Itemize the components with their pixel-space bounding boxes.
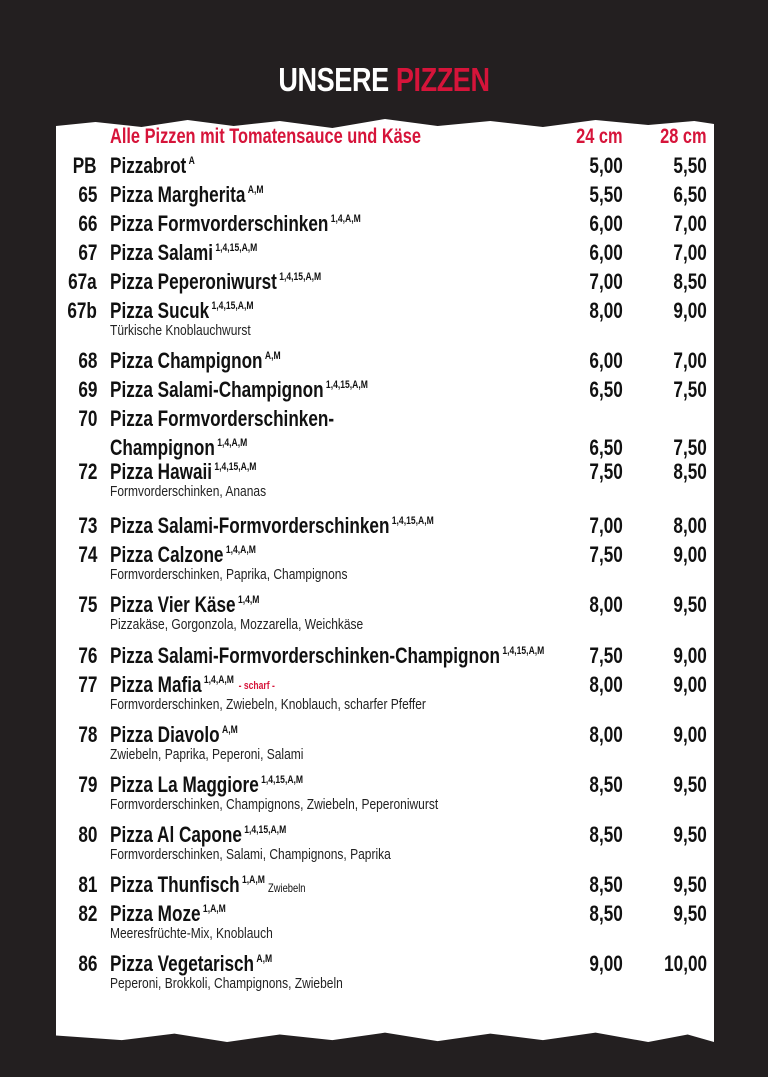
inline-note: Zwiebeln [268,881,306,895]
price-24cm: 8,50 [589,901,623,926]
item-description: Formvorderschinken, Salami, Champignons, Paprika [110,846,391,863]
price-28cm: 7,00 [673,240,707,265]
price-28cm: 9,50 [673,592,707,617]
item-number: 67 [77,240,97,265]
item-name: Pizza Sucuk $^{1,4,15,A,M}$ [110,298,254,323]
price-24cm: 7,00 [589,269,623,294]
item-name: Pizza Formvorderschinken $^{1,4,A,M}$ [110,211,361,236]
item-description: Formvorderschinken, Paprika, Champignons [110,566,348,583]
item-description: Formvorderschinken, Zwiebeln, Knoblauch, scharfer Pfeffer [110,696,426,713]
price-28cm: 7,00 [673,211,707,236]
price-28cm: 5,50 [673,153,707,178]
allergen-codes: 1,4,15,A,M [279,271,322,283]
item-number: 74 [77,542,97,567]
menu-item-row [0,267,768,297]
item-description: Meeresfrüchte-Mix, Knoblauch [110,925,273,942]
price-28cm: 8,50 [673,269,707,294]
price-24cm: 8,00 [589,672,623,697]
menu-item-row [0,238,768,268]
item-description: Zwiebeln, Paprika, Peperoni, Salami [110,746,304,763]
item-number: 82 [77,901,97,926]
allergen-codes: 1,4,15,A,M [211,300,254,312]
price-28cm: 8,50 [673,459,707,484]
price-28cm: 7,00 [673,348,707,373]
allergen-codes: 1,4,15,A,M [391,515,434,527]
price-24cm: 5,00 [589,153,623,178]
menu-item-row [0,511,768,541]
allergen-codes: 1,A,M [242,874,265,886]
item-name: Pizza Salami-Champignon $^{1,4,15,A,M}$ [110,377,368,402]
menu-item-row [0,641,768,671]
item-number: 81 [77,872,97,897]
item-name: Pizza Moze $^{1,A,M}$ [110,901,226,926]
allergen-codes: 1,4,15,A,M [214,461,257,473]
item-name-continued: Champignon $^{1,4,A,M}$ [110,435,248,460]
price-28cm: 7,50 [673,435,707,460]
item-number: 79 [77,772,97,797]
item-number: 80 [77,822,97,847]
price-28cm: 9,00 [673,542,707,567]
item-name: Pizza Mafia $^{1,4,A,M}$ - scharf - [110,672,275,697]
allergen-codes: A,M [256,953,273,965]
price-28cm: 10,00 [664,951,707,976]
item-name: Pizza Formvorderschinken- [110,406,335,431]
price-24cm: 8,50 [589,872,623,897]
title-part2: PIZZEN [395,61,490,98]
price-24cm: 8,50 [589,772,623,797]
item-number: 73 [77,513,97,538]
item-number: 72 [77,459,97,484]
item-name: Pizza Vier Käse $^{1,4,M}$ [110,592,260,617]
header-size-24: 24 cm [576,125,623,148]
item-name: Pizzabrot $^A$ [110,153,195,178]
item-description: Formvorderschinken, Ananas [110,483,267,500]
allergen-codes: 1,4,A,M [225,544,256,556]
item-number: 67a [68,269,97,294]
allergen-codes: 1,4,15,A,M [325,379,368,391]
price-28cm: 9,50 [673,872,707,897]
item-number: 77 [77,672,97,697]
item-number: 76 [77,643,97,668]
price-24cm: 6,50 [589,377,623,402]
price-24cm: 6,00 [589,348,623,373]
allergen-codes: 1,4,A,M [330,213,361,225]
item-name: Pizza Champignon $^{A,M}$ [110,348,281,373]
price-24cm: 8,00 [589,298,623,323]
price-28cm: 7,50 [673,377,707,402]
price-28cm: 9,00 [673,672,707,697]
price-28cm: 8,00 [673,513,707,538]
price-24cm: 6,50 [589,435,623,460]
item-name: Pizza Thunfisch $^{1,A,M}$Zwiebeln [110,872,306,897]
price-24cm: 6,00 [589,240,623,265]
header-size-28: 28 cm [660,125,707,148]
header-label: Alle Pizzen mit Tomatensauce und Käse [110,125,422,148]
price-24cm: 5,50 [589,182,623,207]
allergen-codes: 1,4,M [237,594,260,606]
item-number: 67b [67,298,97,323]
allergen-codes: 1,A,M [202,903,226,915]
item-name: Pizza La Maggiore $^{1,4,15,A,M}$ [110,772,304,797]
item-name: Pizza Vegetarisch $^{A,M}$ [110,951,273,976]
allergen-codes: 1,4,15,A,M [215,242,258,254]
item-number: 65 [77,182,97,207]
menu-item-row [0,375,768,405]
item-name: Pizza Margherita $^{A,M}$ [110,182,264,207]
spicy-note: - scharf - [238,680,275,692]
item-name: Pizza Hawaii $^{1,4,15,A,M}$ [110,459,257,484]
title-part1: UNSERE [278,61,389,98]
allergen-codes: 1,4,15,A,M [261,774,304,786]
item-name: Pizza Salami $^{1,4,15,A,M}$ [110,240,258,265]
item-number: 70 [77,406,97,431]
price-28cm: 9,00 [673,298,707,323]
allergen-codes: A,M [222,724,238,736]
item-description: Türkische Knoblauchwurst [110,322,251,339]
menu-header-row [0,122,768,152]
item-description: Pizzakäse, Gorgonzola, Mozzarella, Weichkäse [110,616,364,633]
price-28cm: 9,50 [673,772,707,797]
price-28cm: 9,50 [673,822,707,847]
menu-item-row [0,209,768,239]
item-name: Pizza Al Capone $^{1,4,15,A,M}$ [110,822,287,847]
menu-item-row [0,151,768,181]
allergen-codes: 1,4,A,M [203,674,234,686]
item-number: PB [73,153,97,178]
item-name: Pizza Salami-Formvorderschinken $^{1,4,15,A,M}$ [110,513,434,538]
allergen-codes: 1,4,A,M [217,437,248,449]
price-28cm: 9,50 [673,901,707,926]
item-number: 75 [77,592,97,617]
item-name: Pizza Salami-Formvorderschinken-Champignon $^{1,4,15,A,M}$ [110,643,545,668]
price-24cm: 7,50 [589,542,623,567]
menu-item-row [0,346,768,376]
menu-title [69,60,699,100]
menu-item-row [0,870,768,900]
item-name: Pizza Peperoniwurst $^{1,4,15,A,M}$ [110,269,322,294]
allergen-codes: 1,4,15,A,M [244,824,287,836]
allergen-codes: 1,4,15,A,M [502,645,545,657]
menu-item-row [0,404,768,434]
price-28cm: 6,50 [673,182,707,207]
price-24cm: 8,00 [589,592,623,617]
price-28cm: 9,00 [673,722,707,747]
price-24cm: 6,00 [589,211,623,236]
item-description: Formvorderschinken, Champignons, Zwiebeln, Peperoniwurst [110,796,439,813]
item-number: 78 [77,722,97,747]
item-number: 86 [77,951,97,976]
allergen-codes: A,M [264,350,281,362]
allergen-codes: A,M [247,184,264,196]
price-28cm: 9,00 [673,643,707,668]
price-24cm: 7,50 [589,459,623,484]
price-24cm: 7,00 [589,513,623,538]
allergen-codes: A [188,155,195,167]
price-24cm: 7,50 [589,643,623,668]
item-description: Peperoni, Brokkoli, Champignons, Zwiebeln [110,975,343,992]
item-number: 68 [77,348,97,373]
price-24cm: 8,00 [589,722,623,747]
price-24cm: 9,00 [589,951,623,976]
item-number: 69 [77,377,97,402]
item-name: Pizza Diavolo $^{A,M}$ [110,722,238,747]
item-number: 66 [77,211,97,236]
item-name: Pizza Calzone $^{1,4,A,M}$ [110,542,256,567]
price-24cm: 8,50 [589,822,623,847]
menu-item-row [0,180,768,210]
